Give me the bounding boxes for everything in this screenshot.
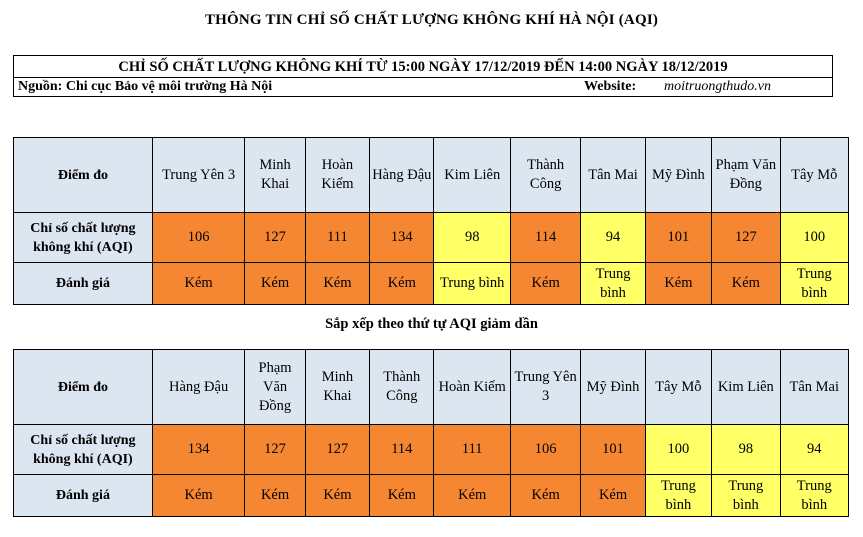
row-label-station: Điểm đo (14, 350, 153, 425)
station-name-cell: Mỹ Đình (645, 138, 711, 213)
source-text: Nguồn: Chi cục Bảo vệ môi trường Hà Nội (18, 79, 273, 94)
station-name-cell: Thành Công (370, 350, 434, 425)
rating-cell: Trung bình (780, 475, 848, 517)
rating-cell: Kém (305, 475, 369, 517)
station-name-cell: Kim Liên (434, 138, 510, 213)
website-label: Website: (584, 79, 637, 94)
station-name-cell: Phạm Văn Đồng (712, 138, 780, 213)
station-name-cell: Tây Mỗ (645, 350, 711, 425)
rating-cell: Kém (305, 263, 369, 305)
website-link[interactable]: moitruongthudo.vn (664, 79, 771, 94)
aqi-value-cell: 100 (645, 425, 711, 475)
aqi-value-cell: 111 (305, 213, 369, 263)
station-name-cell: Hoàn Kiếm (434, 350, 510, 425)
rating-cell: Trung bình (780, 263, 848, 305)
aqi-value-cell: 134 (370, 213, 434, 263)
aqi-value-cell: 94 (581, 213, 645, 263)
row-label-station: Điểm đo (14, 138, 153, 213)
row-label-aqi: Chỉ số chất lượng không khí (AQI) (14, 425, 153, 475)
station-name-cell: Hàng Đậu (152, 350, 245, 425)
aqi-value-cell: 127 (245, 425, 305, 475)
station-name-cell: Minh Khai (245, 138, 305, 213)
station-name-cell: Trung Yên 3 (510, 350, 580, 425)
aqi-value-cell: 114 (370, 425, 434, 475)
sorted-subtitle: Sắp xếp theo thứ tự AQI giảm dần (325, 316, 538, 332)
rating-cell: Kém (712, 263, 780, 305)
rating-cell: Kém (581, 475, 645, 517)
aqi-value-cell: 101 (581, 425, 645, 475)
rating-cell: Trung bình (434, 263, 510, 305)
rating-cell: Kém (370, 475, 434, 517)
station-name-cell: Hàng Đậu (370, 138, 434, 213)
aqi-value-cell: 98 (434, 213, 510, 263)
rating-cell: Kém (152, 475, 245, 517)
rating-cell: Kém (370, 263, 434, 305)
rating-row (14, 263, 849, 305)
rating-cell: Kém (434, 475, 510, 517)
aqi-value-cell: 111 (434, 425, 510, 475)
aqi-value-cell: 94 (780, 425, 848, 475)
aqi-value-cell: 127 (712, 213, 780, 263)
row-label-aqi: Chỉ số chất lượng không khí (AQI) (14, 213, 153, 263)
station-name-cell: Phạm Văn Đồng (245, 350, 305, 425)
aqi-row (14, 213, 849, 263)
station-name-cell: Thành Công (510, 138, 580, 213)
row-label-rating: Đánh giá (14, 475, 153, 517)
aqi-value-cell: 98 (712, 425, 780, 475)
rating-cell: Kém (245, 475, 305, 517)
aqi-value-cell: 106 (152, 213, 245, 263)
rating-cell: Kém (152, 263, 245, 305)
station-row (14, 138, 849, 213)
station-name-cell: Mỹ Đình (581, 350, 645, 425)
station-row (14, 350, 849, 425)
rating-cell: Trung bình (581, 263, 645, 305)
station-name-cell: Hoàn Kiếm (305, 138, 369, 213)
aqi-value-cell: 106 (510, 425, 580, 475)
aqi-table-sorted (13, 349, 849, 517)
station-name-cell: Minh Khai (305, 350, 369, 425)
aqi-table-by-station (13, 137, 849, 305)
aqi-value-cell: 101 (645, 213, 711, 263)
info-box (13, 55, 833, 97)
station-name-cell: Kim Liên (712, 350, 780, 425)
rating-cell: Trung bình (645, 475, 711, 517)
station-name-cell: Tây Mỗ (780, 138, 848, 213)
station-name-cell: Trung Yên 3 (152, 138, 245, 213)
period-heading: CHỈ SỐ CHẤT LƯỢNG KHÔNG KHÍ TỪ 15:00 NGÀY 17/12/2019 ĐẾN 14:00 NGÀY 18/12/2019 (14, 57, 832, 78)
rating-cell: Trung bình (712, 475, 780, 517)
rating-cell: Kém (510, 475, 580, 517)
station-name-cell: Tân Mai (581, 138, 645, 213)
aqi-value-cell: 114 (510, 213, 580, 263)
aqi-value-cell: 127 (305, 425, 369, 475)
aqi-value-cell: 100 (780, 213, 848, 263)
aqi-value-cell: 134 (152, 425, 245, 475)
page-title: THÔNG TIN CHỈ SỐ CHẤT LƯỢNG KHÔNG KHÍ HÀ NỘI (AQI) (204, 12, 659, 28)
rating-cell: Kém (510, 263, 580, 305)
row-label-rating: Đánh giá (14, 263, 153, 305)
station-name-cell: Tân Mai (780, 350, 848, 425)
aqi-value-cell: 127 (245, 213, 305, 263)
aqi-row (14, 425, 849, 475)
rating-cell: Kém (645, 263, 711, 305)
rating-row (14, 475, 849, 517)
rating-cell: Kém (245, 263, 305, 305)
